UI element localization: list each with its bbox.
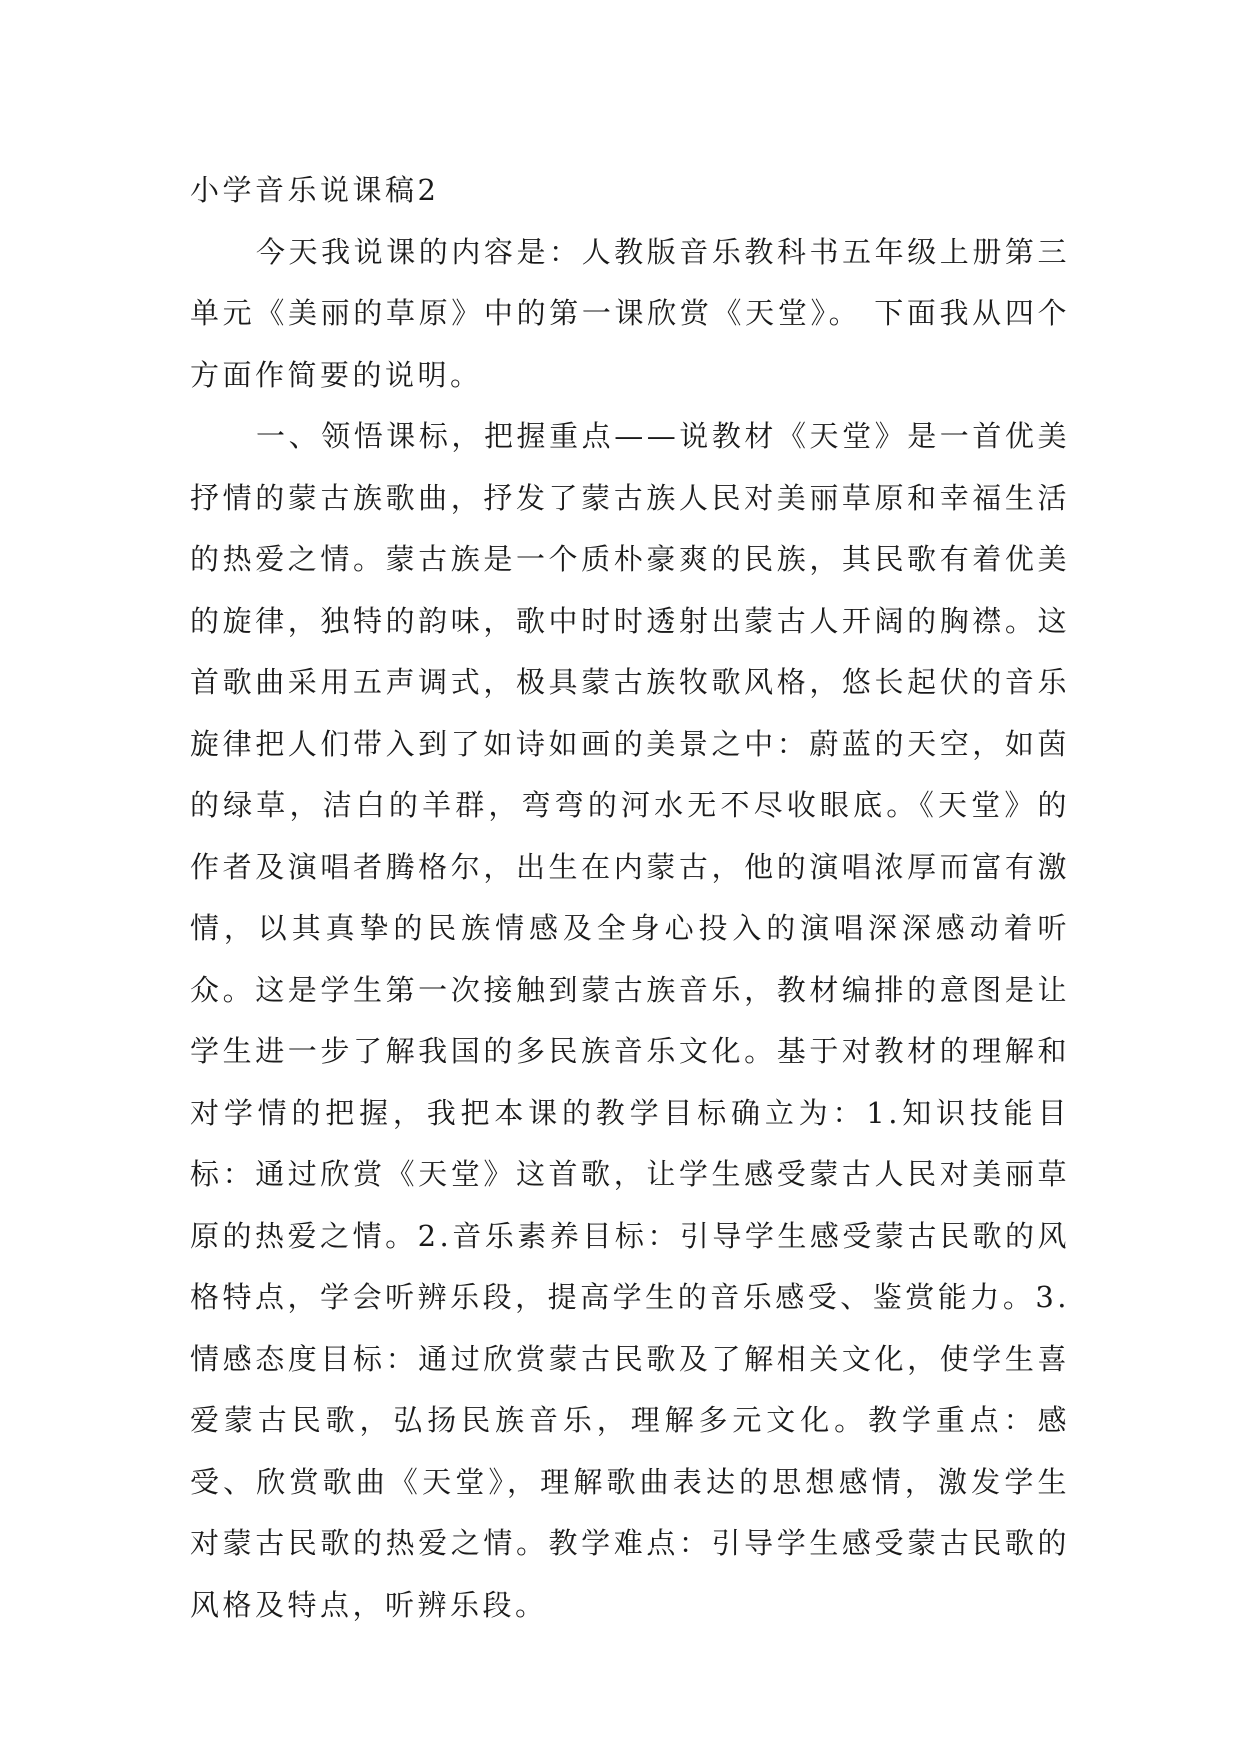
document-body [190,160,1070,1636]
intro-paragraph: 今天我说课的内容是：人教版音乐教科书五年级上册第三单元《美丽的草原》中的第一课欣赏《天堂》。 下面我从四个方面作简要的说明。 [190,234,1070,392]
document-title: 小学音乐说课稿2 [190,173,440,207]
textbook-analysis-paragraph: 一、领悟课标，把握重点——说教材《天堂》是一首优美抒情的蒙古族歌曲，抒发了蒙古族人民对美丽草原和幸福生活的热爱之情。蒙古族是一个质朴豪爽的民族，其民歌有着优美的旋律，独特的韵味，歌中时时透射出蒙古人开阔的胸襟。这首歌曲采用五声调式，极具蒙古族牧歌风格，悠长起伏的音乐旋律把人们带入到了如诗如画的美景之中：蔚蓝的天空，如茵的绿草，洁白的羊群，弯弯的河水无不尽收眼底。《天堂》的作者及演唱者腾格尔，出生在内蒙古，他的演唱浓厚而富有激情，以其真挚的民族情感及全身心投入的演唱深深感动着听众。这是学生第一次接触到蒙古族音乐，教材编排的意图是让学生进一步了解我国的多民族音乐文化。基于对教材的理解和对学情的把握，我把本课的教学目标确立为：1.知识技能目标：通过欣赏《天堂》这首歌，让学生感受蒙古人民对美丽草原的热爱之情。2.音乐素养目标：引导学生感受蒙古民歌的风格特点，学会听辨乐段，提高学生的音乐感受、鉴赏能力。3.情感态度目标：通过欣赏蒙古民歌及了解相关文化，使学生喜爱蒙古民歌，弘扬民族音乐，理解多元文化。教学重点：感受、欣赏歌曲《天堂》，理解歌曲表达的思想感情，激发学生对蒙古民歌的热爱之情。教学难点：引导学生感受蒙古民歌的风格及特点，听辨乐段。 [190,419,1070,1622]
